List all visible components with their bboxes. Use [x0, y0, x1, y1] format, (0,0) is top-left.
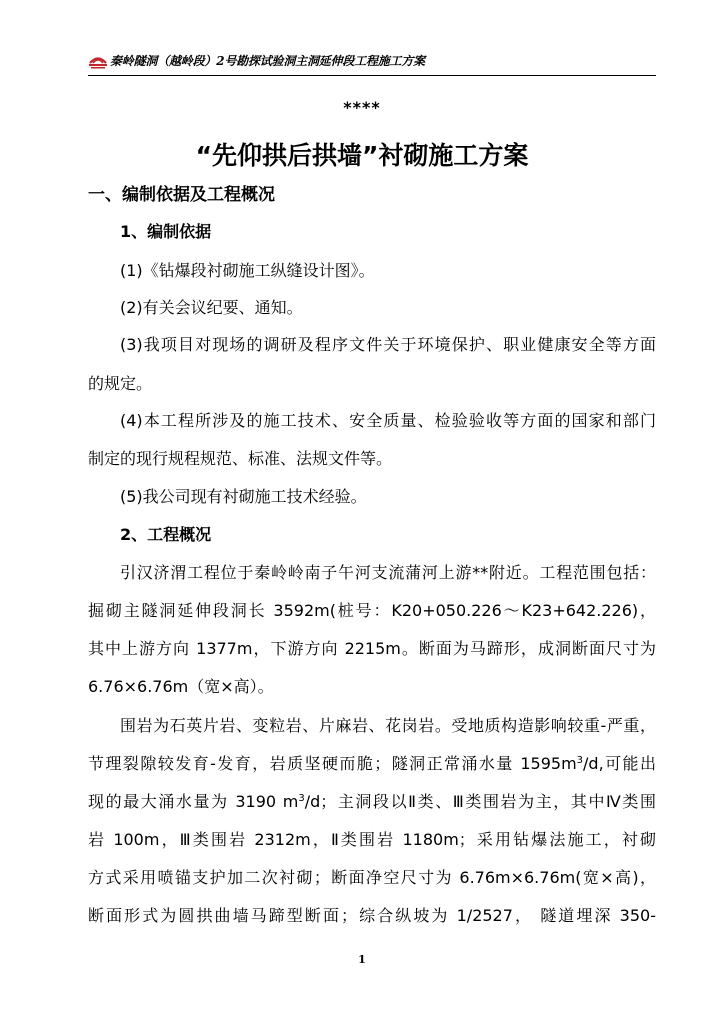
superscript-3: 3: [298, 793, 305, 804]
geology-line-4: 岩 100m，Ⅲ类围岩 2312m，Ⅱ类围岩 1180m；采用钻爆法施工，衬砌: [88, 830, 656, 849]
doc-title: “先仰拱后拱墙”衬砌施工方案: [195, 141, 529, 170]
geology-line-2-text-a: 节理裂隙较发育-发育，岩质坚硬而脆；隧洞正常涌水量 1595m: [88, 754, 577, 773]
geology-line-5: 方式采用喷锚支护加二次衬砌；断面净空尺寸为 6.76m×6.76m(宽×高)，: [88, 868, 656, 887]
geology-line-6: 断面形式为圆拱曲墙马蹄型断面；综合纵坡为 1/2527， 隧道埋深 350-: [88, 906, 656, 925]
page-number: 1: [358, 953, 366, 966]
header-title: 秦岭隧洞（越岭段）2号勘探试验洞主洞延伸段工程施工方案: [110, 54, 425, 68]
overview-line-3: 其中上游方向 1377m，下游方向 2215m。断面为马蹄形，成洞断面尺寸为: [88, 639, 656, 658]
geology-line-2: [88, 751, 656, 774]
basis-item-4-line-1: (4)本工程所涉及的施工技术、安全质量、检验验收等方面的国家和部门: [120, 411, 656, 430]
superscript-3: 3: [576, 755, 584, 766]
geology-line-3-text-a: 现的最大涌水量为 3190 m: [88, 792, 299, 811]
geology-line-3-text-b: /d；主洞段以Ⅱ类、Ⅲ类围岩为主，其中Ⅳ类围: [304, 792, 656, 811]
geology-line-1: 围岩为石英片岩、变粒岩、片麻岩、花岗岩。受地质构造影响较重-严重，: [120, 716, 656, 735]
basis-item-4-line-2: 制定的现行规程规范、标准、法规文件等。: [88, 449, 393, 468]
basis-item-2: (2)有关会议纪要、通知。: [120, 298, 303, 317]
header-divider: [88, 75, 656, 76]
overview-line-1: 引汉济渭工程位于秦岭岭南子午河支流蒲河上游**附近。工程范围包括：: [120, 563, 656, 582]
company-logo-icon: [88, 52, 108, 70]
doc-stars: ****: [343, 98, 381, 117]
overview-line-2: 掘砌主隧洞延伸段洞长 3592m(桩号：K20+050.226～K23+642.226)，: [88, 601, 656, 620]
overview-line-4: 6.76×6.76m（宽×高）。: [88, 677, 274, 696]
geology-line-2-text-b: /d,可能出: [583, 754, 656, 773]
basis-item-3-line-2: 的规定。: [88, 374, 153, 393]
subsection-heading-basis: 1、编制依据: [120, 222, 212, 241]
basis-item-1: (1)《钻爆段衬砌施工纵缝设计图》。: [120, 261, 375, 280]
section-heading-1: 一、编制依据及工程概况: [88, 185, 275, 205]
basis-item-5: (5)我公司现有衬砌施工技术经验。: [120, 487, 367, 506]
geology-line-3: [88, 789, 656, 812]
basis-item-3-line-1: (3)我项目对现场的调研及程序文件关于环境保护、职业健康安全等方面: [120, 335, 656, 354]
subsection-heading-overview: 2、工程概况: [120, 525, 212, 544]
page-header: [88, 50, 656, 76]
